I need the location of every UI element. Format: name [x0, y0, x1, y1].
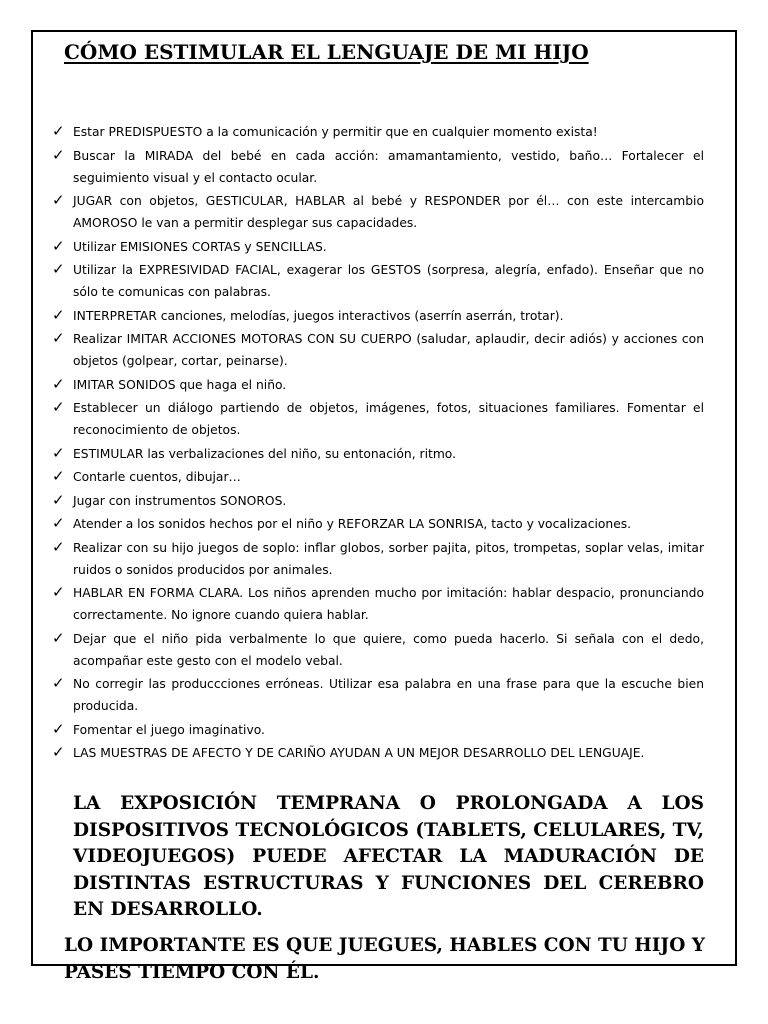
list-item-text: Establecer un diálogo partiendo de objetos, imágenes, fotos, situaciones familiares. Fomentar el reconocimiento de objetos. [73, 401, 704, 437]
checkmark-icon: ✓ [52, 583, 65, 601]
checkmark-icon: ✓ [52, 329, 65, 347]
list-item [52, 190, 704, 234]
list-item-text: Atender a los sonidos hechos por el niño y REFORZAR LA SONRISA, tacto y vocalizaciones. [73, 517, 632, 531]
list-item-text: HABLAR EN FORMA CLARA. Los niños aprenden mucho por imitación: hablar despacio, pronunciando correctamente. No ignore cuando quiera hablar. [73, 586, 704, 622]
checkmark-icon: ✓ [52, 467, 65, 485]
list-item [52, 537, 704, 581]
checkmark-icon: ✓ [52, 628, 65, 647]
page-title: CÓMO ESTIMULAR EL LENGUAJE DE MI HIJO [64, 40, 589, 64]
list-item-text: ESTIMULAR las verbalizaciones del niño, su entonación, ritmo. [73, 446, 457, 461]
list-item [52, 259, 704, 303]
checkmark-icon: ✓ [52, 305, 65, 324]
list-item-text: Fomentar el juego imaginativo. [73, 722, 265, 737]
list-item-text: IMITAR SONIDOS que haga el niño. [73, 377, 287, 392]
list-item [52, 673, 704, 717]
list-item-text: JUGAR con objetos, GESTICULAR, HABLAR al bebé y RESPONDER por él… con este intercambio AMOROSO le van a permitir desplegar sus capacidades. [73, 194, 704, 230]
list-item [52, 443, 704, 465]
list-item [52, 328, 704, 372]
checkmark-icon: ✓ [52, 443, 65, 462]
checkmark-icon: ✓ [52, 743, 65, 761]
checkmark-icon: ✓ [52, 122, 65, 140]
list-item-text: LAS MUESTRAS DE AFECTO Y DE CARIÑO AYUDAN A UN MEJOR DESARROLLO DEL LENGUAJE. [73, 746, 645, 760]
closing-message: LO IMPORTANTE ES QUE JUEGUES, HABLES CON TU HIJO Y PASES TIEMPO CON ÉL. [64, 935, 705, 983]
checkmark-icon: ✓ [52, 236, 65, 255]
technology-warning: LA EXPOSICIÓN TEMPRANA O PROLONGADA A LOS DISPOSITIVOS TECNOLÓGICOS (TABLETS, CELULARES, TV, VIDEOJUEGOS) PUEDE AFECTAR LA MADURACIÓN DE DISTINTAS ESTRUCTURAS Y FUNCIONES DEL CEREBRO EN DESARROLLO. [73, 793, 704, 920]
list-item [52, 513, 704, 535]
list-item-text: Estar PREDISPUESTO a la comunicación y permitir que en cualquier momento exista! [73, 125, 598, 139]
list-item-text: Utilizar la EXPRESIVIDAD FACIAL, exagerar los GESTOS (sorpresa, alegría, enfado). Enseñar que no sólo te comunicas con palabras. [73, 263, 704, 299]
checkmark-icon: ✓ [52, 490, 65, 509]
list-item-text: Realizar con su hijo juegos de soplo: inflar globos, sorber pajita, pitos, trompetas, soplar velas, imitar ruidos o sonidos producidos por animales. [73, 540, 704, 577]
list-item-text: Dejar que el niño pida verbalmente lo que quiere, como pueda hacerlo. Si señala con el dedo, acompañar este gesto con el modelo vebal. [73, 631, 704, 668]
list-item [52, 466, 704, 488]
list-item-text: No corregir las produccciones erróneas. Utilizar esa palabra en una frase para que la escuche bien producida. [73, 677, 704, 713]
list-item-text: INTERPRETAR canciones, melodías, juegos interactivos (aserrín aserrán, trotar). [73, 308, 564, 323]
checkmark-icon: ✓ [52, 191, 65, 209]
list-item-text: Contarle cuentos, dibujar… [73, 470, 241, 484]
checkmark-icon: ✓ [52, 514, 65, 532]
checkmark-icon: ✓ [52, 374, 65, 393]
list-item [52, 374, 704, 396]
list-item-text: Buscar la MIRADA del bebé en cada acción: amamantamiento, vestido, baño… Fortalecer el seguimiento visual y el contacto ocular. [73, 148, 704, 185]
list-item-text: Jugar con instrumentos SONOROS. [73, 493, 287, 508]
checkmark-icon: ✓ [52, 398, 65, 416]
list-item [52, 490, 704, 512]
list-item [52, 121, 704, 143]
list-item-text: Utilizar EMISIONES CORTAS y SENCILLAS. [73, 239, 327, 254]
tips-list [52, 121, 704, 766]
list-item [52, 397, 704, 441]
list-item [52, 742, 704, 764]
list-item [52, 628, 704, 672]
list-item [52, 582, 704, 626]
checkmark-icon: ✓ [52, 145, 65, 164]
list-item-text: Realizar IMITAR ACCIONES MOTORAS CON SU CUERPO (saludar, aplaudir, decir adiós) y acciones con objetos (golpear, cortar, peinarse). [73, 332, 704, 368]
list-item [52, 236, 704, 258]
list-item [52, 305, 704, 327]
list-item [52, 719, 704, 741]
list-item [52, 145, 704, 189]
checkmark-icon: ✓ [52, 260, 65, 278]
checkmark-icon: ✓ [52, 537, 65, 556]
checkmark-icon: ✓ [52, 674, 65, 692]
checkmark-icon: ✓ [52, 719, 65, 738]
